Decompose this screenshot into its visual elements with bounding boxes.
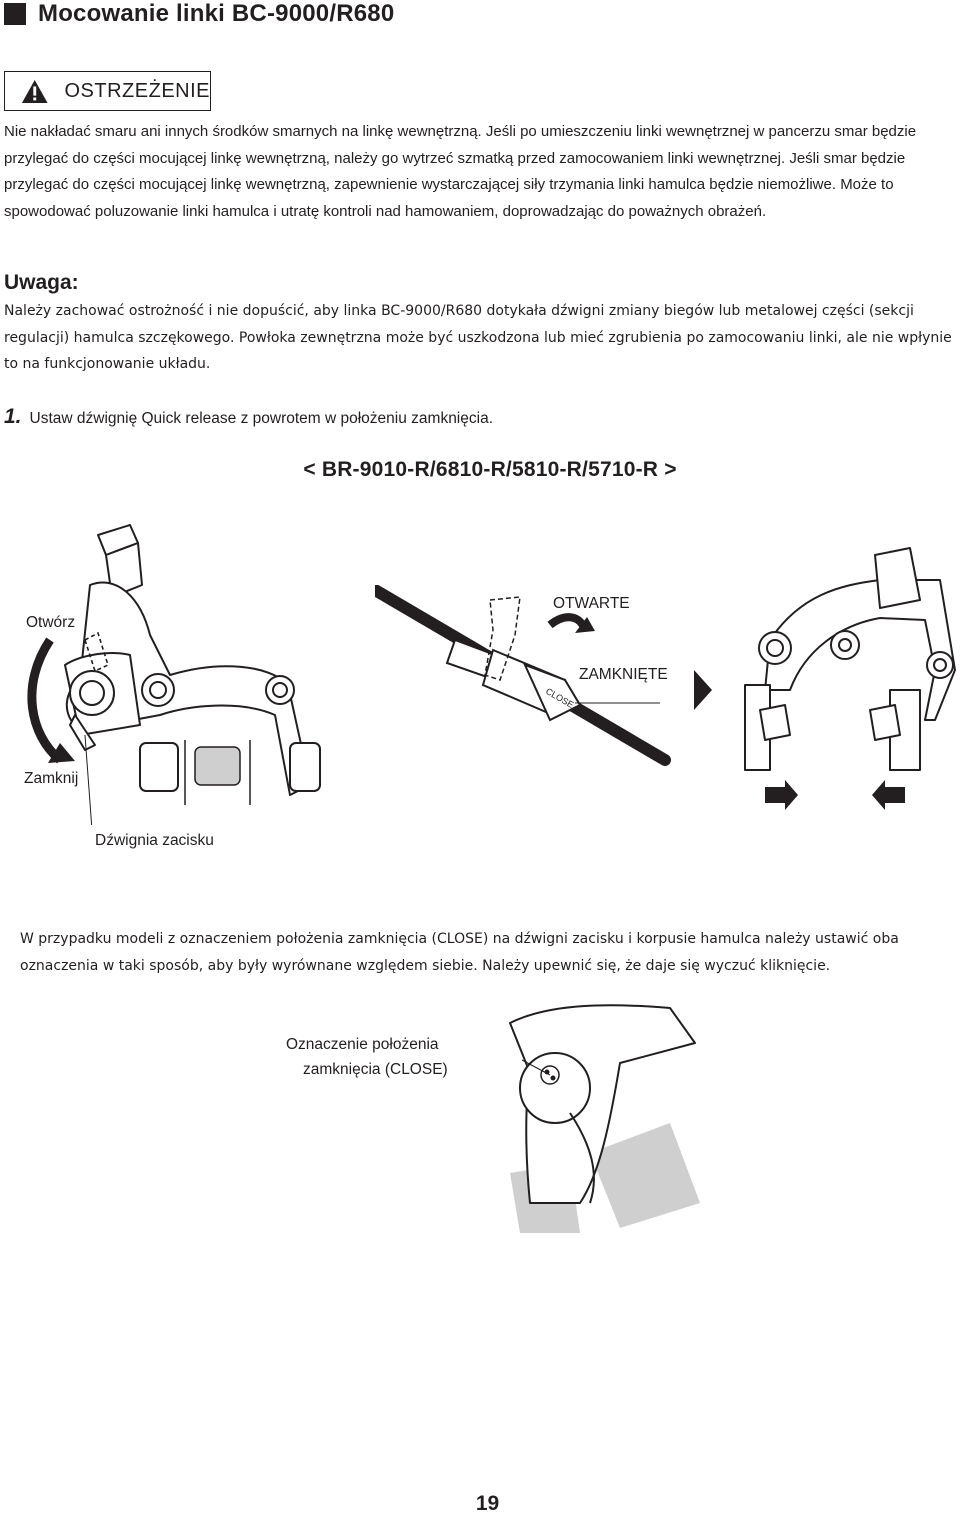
mark-label-line1: Oznaczenie położenia [286,1036,439,1053]
brake-caliper-front-figure [730,540,960,820]
mark-label-line2: zamknięcia (CLOSE) [303,1061,448,1078]
section-title: Mocowanie linki BC-9000/R680 [38,0,395,27]
warning-label: OSTRZEŻENIE [64,79,210,102]
close-mark-text: CLOSE [544,686,576,710]
label-opened: OTWARTE [553,595,630,612]
warning-text: Nie nakładać smaru ani innych środków smarnych na linkę wewnętrzną. Jeśli po umieszczeniu linki wewnętrznej w pancerzu smar będzie przylegać do części mocującej linkę wewnętrzną, należy go wytrzeć szmatką przed zamocowaniem linki wewnętrznej. Jeśli smar będzie przylegać do części mocującej linkę wewnętrzną, zapewnienie wystarczającej siły trzymania linki hamulca będzie niemożliwe. Może to spowodować poluzowanie linki hamulca i utratę kontroli nad hamowaniem, doprowadzając do poważnych obrażeń. [4,123,917,220]
step-number: 1. [4,405,22,428]
section-heading [4,0,394,28]
instruction-text: W przypadku modeli z oznaczeniem położenia zamknięcia (CLOSE) na dźwigni zacisku i korpusie hamulca należy ustawić oba oznaczenia w taki sposób, aby były wyrównane względem siebie. Należy upewnić się, że daje się wyczuć kliknięcie. [20,931,899,974]
note-title: Uwaga: [4,271,79,294]
label-close: Zamknij [24,770,79,787]
label-lever: Dźwignia zacisku [95,832,214,849]
model-heading: < BR-9010-R/6810-R/5810-R/5710-R > [303,458,677,481]
heading-square-icon [4,3,26,25]
next-arrow-icon [694,670,712,710]
warning-box [4,71,211,111]
warning-triangle-icon [21,78,48,105]
note-text: Należy zachować ostrożność i nie dopuścić, aby linka BC-9000/R680 dotykała dźwigni zmiany biegów lub metalowej części (sekcji regulacji) hamulca szczękowego. Powłoka zewnętrzna może być uszkodzona lub mieć zgrubienia po zamocowaniu linki, ale nie wpłynie to na funkcjonowanie układu. [4,303,952,372]
close-mark-detail-figure [470,1003,710,1233]
step-text: Ustaw dźwignię Quick release z powrotem w położeniu zamknięcia. [29,410,493,427]
step-1 [4,405,493,429]
page-number: 19 [475,1492,500,1515]
label-open: Otwórz [26,614,76,631]
label-closed: ZAMKNIĘTE [579,666,668,683]
